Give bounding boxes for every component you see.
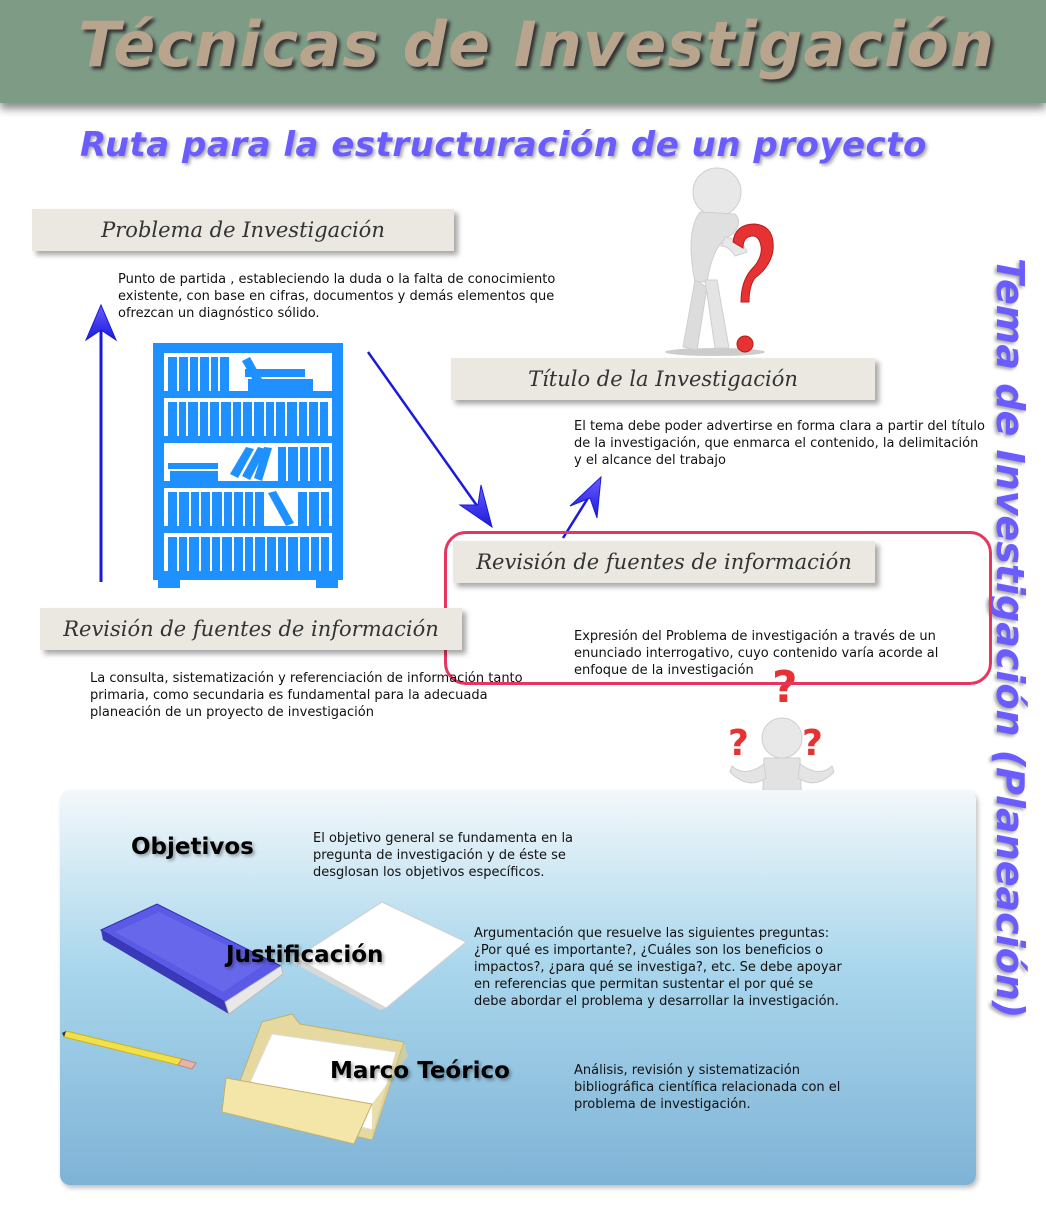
step-revision-right-text: Expresión del Problema de investigación a través de un enunciado interrogativo, cuyo contenido varía acorde al enfoque de la investigación bbox=[574, 629, 939, 678]
objetivos-label: Objetivos bbox=[131, 834, 254, 860]
thinking-person-icon bbox=[655, 162, 785, 357]
svg-text:?: ? bbox=[802, 723, 823, 764]
arrow-diagonal-head bbox=[460, 485, 492, 527]
step-problema-label: Problema de Investigación bbox=[32, 209, 454, 251]
arrow-small-head bbox=[570, 477, 601, 518]
side-title: Tema de Investigación (Planeación) bbox=[988, 258, 1032, 1019]
marco-teorico-text: Análisis, revisión y sistematización bibliográfica científica relacionada con el problema de investigación. bbox=[574, 1063, 841, 1112]
bookshelf-icon bbox=[150, 343, 345, 588]
step-titulo-text: El tema debe poder advertirse en forma clara a partir del título de la investigación, que enmarca el contenido, la delimitación y el alcance del trabajo bbox=[574, 419, 985, 468]
objetivos-text: El objetivo general se fundamenta en la pregunta de investigación y de éste se desglosan los objetivos específicos. bbox=[313, 831, 574, 880]
svg-text:?: ? bbox=[728, 723, 749, 764]
marco-teorico-label: Marco Teórico bbox=[330, 1058, 510, 1084]
page-title: Técnicas de Investigación bbox=[78, 8, 996, 81]
step-revision-left-text: La consulta, sistematización y referenciación de información tanto primaria, como secundaria es fundamental para la adecuada planeación de un proyecto de investigación bbox=[90, 671, 523, 720]
svg-text:?: ? bbox=[772, 662, 798, 713]
justificacion-label: Justificación bbox=[226, 942, 384, 968]
step-revision-right-label: Revisión de fuentes de información bbox=[453, 541, 875, 583]
justificacion-text: Argumentación que resuelve las siguientes preguntas: ¿Por qué es importante?, ¿Cuáles son los beneficios o impactos?, ¿para qué se investiga?, etc. Se debe apoyar en referencias que permitan sustentar el por qué se debe abordar el problema y desarrollar la investigación. bbox=[474, 926, 842, 1009]
pencil-icon bbox=[62, 1025, 202, 1070]
page-subtitle: Ruta para la estructuración de un proyecto bbox=[80, 125, 927, 165]
step-titulo-label: Título de la Investigación bbox=[451, 358, 875, 400]
step-revision-left-label: Revisión de fuentes de información bbox=[40, 608, 462, 650]
step-problema-text: Punto de partida , estableciendo la duda o la falta de conocimiento existente, con base en cifras, documentos y demás elementos que ofrezcan un diagnóstico sólido. bbox=[118, 272, 556, 321]
